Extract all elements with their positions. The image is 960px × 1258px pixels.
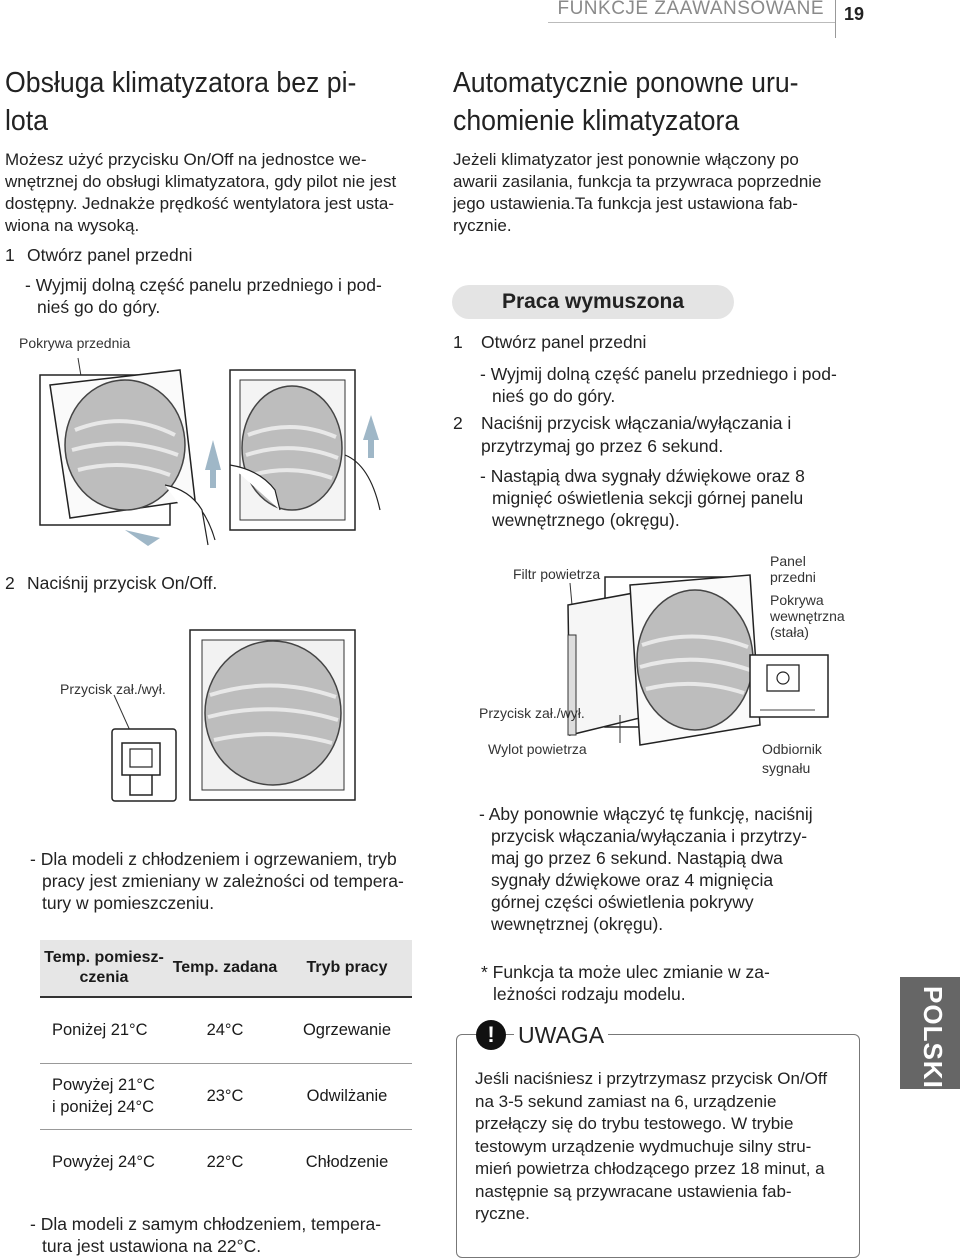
inner-cover-label <box>770 592 845 640</box>
label-line: Odbiornik <box>762 741 822 757</box>
text-line: pracy jest zmieniany w zależności od tempera- <box>42 871 404 891</box>
text-line: przycisk włączania/wyłączania i przytrzy- <box>491 826 808 846</box>
text-line: nieś go do góry. <box>37 297 161 317</box>
table-row <box>40 997 412 1063</box>
page-number: 19 <box>843 4 864 24</box>
text-line: Jeżeli klimatyzator jest ponownie włączony po <box>453 150 799 169</box>
power-button-label-right: Przycisk zał./wył. <box>479 705 585 721</box>
text-line: rycznie. <box>453 216 512 235</box>
text-line: dostępny. Jednakże prędkość wentylatora jest usta- <box>5 194 395 213</box>
right-step-2-detail <box>480 465 805 531</box>
text-line: - Aby ponownie włączyć tę funkcję, naciśnij <box>479 804 813 824</box>
front-cover-label: Pokrywa przednia <box>19 335 131 351</box>
table-cell: Poniżej 21°C <box>52 1020 148 1039</box>
text-line: ryczne. <box>475 1204 530 1223</box>
right-step-1-detail <box>480 363 837 407</box>
text-line: wewnętrznego (okręgu). <box>492 510 680 530</box>
text-line: wewnętrznej (okręgu). <box>491 914 664 934</box>
step-text: Otwórz panel przedni <box>481 332 647 352</box>
left-step-1 <box>5 244 192 267</box>
power-button-label: Przycisk zał./wył. <box>60 681 166 697</box>
right-step-1 <box>453 331 646 354</box>
text-line: - Dla modeli z samym chłodzeniem, tempera- <box>30 1214 382 1234</box>
table-cell: 24°C <box>206 1020 244 1039</box>
warning-text <box>475 1068 855 1226</box>
text-line: przełączy się do trybu testowego. W trybie <box>475 1114 794 1133</box>
text-line: wnętrznej do obsługi klimatyzatora, gdy pilot nie jest <box>5 172 397 191</box>
left-section-title <box>5 64 356 140</box>
text-line: tury w pomieszczeniu. <box>42 893 215 913</box>
note-cooling-heating <box>30 848 430 914</box>
table-header: Temp. zadana <box>168 940 282 997</box>
header-rule <box>548 22 835 23</box>
temperature-mode-table <box>40 940 412 1195</box>
table-cell: Powyżej 21°C i poniżej 24°C <box>40 1063 168 1129</box>
label-line: przedni <box>770 569 816 585</box>
text-line: - Wyjmij dolną część panelu przedniego i pod- <box>480 364 837 384</box>
open-front-panel-illustration <box>30 340 400 550</box>
restart-instruction <box>479 803 813 935</box>
label-line: (stała) <box>770 624 809 640</box>
step-text: przytrzymaj go przez 6 sekund. <box>481 436 724 456</box>
table-header: Tryb pracy <box>282 940 412 997</box>
text-line: - Dla modeli z chłodzeniem i ogrzewaniem, tryb <box>30 849 397 869</box>
step-number: 2 <box>453 413 463 433</box>
note-cooling-only <box>30 1213 430 1257</box>
label-line: Panel <box>770 553 806 569</box>
step-text: Otwórz panel przedni <box>27 245 193 265</box>
header-divider <box>835 0 836 38</box>
title-line: Obsługa klimatyzatora bez pi- <box>5 67 357 99</box>
text-line: Możesz użyć przycisku On/Off na jednostce we- <box>5 150 367 169</box>
table-row <box>40 1063 412 1129</box>
text-line: - Nastąpią dwa sygnały dźwiękowe oraz 8 <box>480 466 805 486</box>
title-line: lota <box>5 105 49 137</box>
label-line: Pokrywa <box>770 592 824 608</box>
warning-title: UWAGA <box>514 1022 608 1049</box>
model-footnote <box>481 961 770 1005</box>
right-section-title <box>453 64 799 140</box>
left-step-1-detail <box>25 274 382 318</box>
text-line: tura jest ustawiona na 22°C. <box>42 1236 262 1256</box>
right-intro <box>453 149 873 237</box>
step-number: 1 <box>453 332 463 352</box>
table-cell: Chłodzenie <box>282 1129 412 1195</box>
title-line: chomienie klimatyzatora <box>453 105 740 137</box>
text-line: * Funkcja ta może ulec zmianie w za- <box>481 962 770 982</box>
text-line: Jeśli naciśniesz i przytrzymasz przycisk On/Off <box>475 1069 828 1088</box>
text-line: leżności rodzaju modelu. <box>493 984 686 1004</box>
text-line: następnie są przywracane ustawienia fab- <box>475 1181 792 1201</box>
signal-receiver-label <box>762 740 822 778</box>
table-row <box>40 1129 412 1195</box>
text-line: jego ustawienia.Ta funkcja jest ustawiona fab- <box>453 194 798 213</box>
title-line: Automatycznie ponowne uru- <box>453 67 799 99</box>
label-line: sygnału <box>762 760 811 776</box>
power-button-illustration <box>90 625 380 815</box>
indoor-unit-diagram <box>560 565 770 755</box>
table-cell: Odwilżanie <box>282 1063 412 1129</box>
air-filter-label: Filtr powietrza <box>513 566 601 582</box>
air-outlet-label: Wylot powietrza <box>488 741 587 757</box>
step-text: Naciśnij przycisk włączania/wyłączania i <box>481 413 792 433</box>
text-line: testowym urządzenie wydmuchuje silny stru- <box>475 1136 812 1156</box>
step-text: Naciśnij przycisk On/Off. <box>27 573 218 593</box>
text-line: - Wyjmij dolną część panelu przedniego i pod- <box>25 275 382 295</box>
left-intro <box>5 149 425 237</box>
label-line: wewnętrzna <box>770 608 845 624</box>
signal-receiver-closeup <box>745 650 835 725</box>
step-number: 1 <box>5 245 15 265</box>
text-line: maj go przez 6 sekund. Nastąpią dwa <box>491 848 783 868</box>
table-cell: 22°C <box>168 1129 282 1195</box>
text-line: mignięć oświetlenia sekcji górnej panelu <box>492 488 804 508</box>
right-step-2 <box>453 412 791 458</box>
step-number: 2 <box>5 573 15 593</box>
text-line: na 3-5 sekund zamiast na 6, urządzenie <box>475 1091 777 1111</box>
front-panel-label <box>770 553 816 585</box>
language-tab-text: POLSKI <box>918 986 948 1089</box>
table-cell: 23°C <box>168 1063 282 1129</box>
table-cell: Powyżej 24°C <box>40 1129 168 1195</box>
text-line: nieś go do góry. <box>492 386 616 406</box>
exclamation-icon: ! <box>476 1020 506 1050</box>
language-tab-label <box>904 986 954 1089</box>
text-line: awarii zasilania, funkcja ta przywraca poprzednie <box>453 172 822 191</box>
text-line: mień powietrza chłodzącego przez 18 minut, a <box>475 1159 825 1178</box>
table-header-row <box>40 940 412 997</box>
text-line: górnej części oświetlenia pokrywy <box>491 892 754 912</box>
section-header: FUNKCJE ZAAWANSOWANE <box>557 0 824 19</box>
table-header: Temp. pomiesz- czenia <box>40 940 168 997</box>
left-step-2 <box>5 572 217 595</box>
forced-operation-heading: Praca wymuszona <box>452 285 734 319</box>
text-line: sygnały dźwiękowe oraz 4 mignięcia <box>491 870 774 890</box>
text-line: wiona na wysoką. <box>5 216 140 235</box>
table-cell: Ogrzewanie <box>302 1020 392 1039</box>
